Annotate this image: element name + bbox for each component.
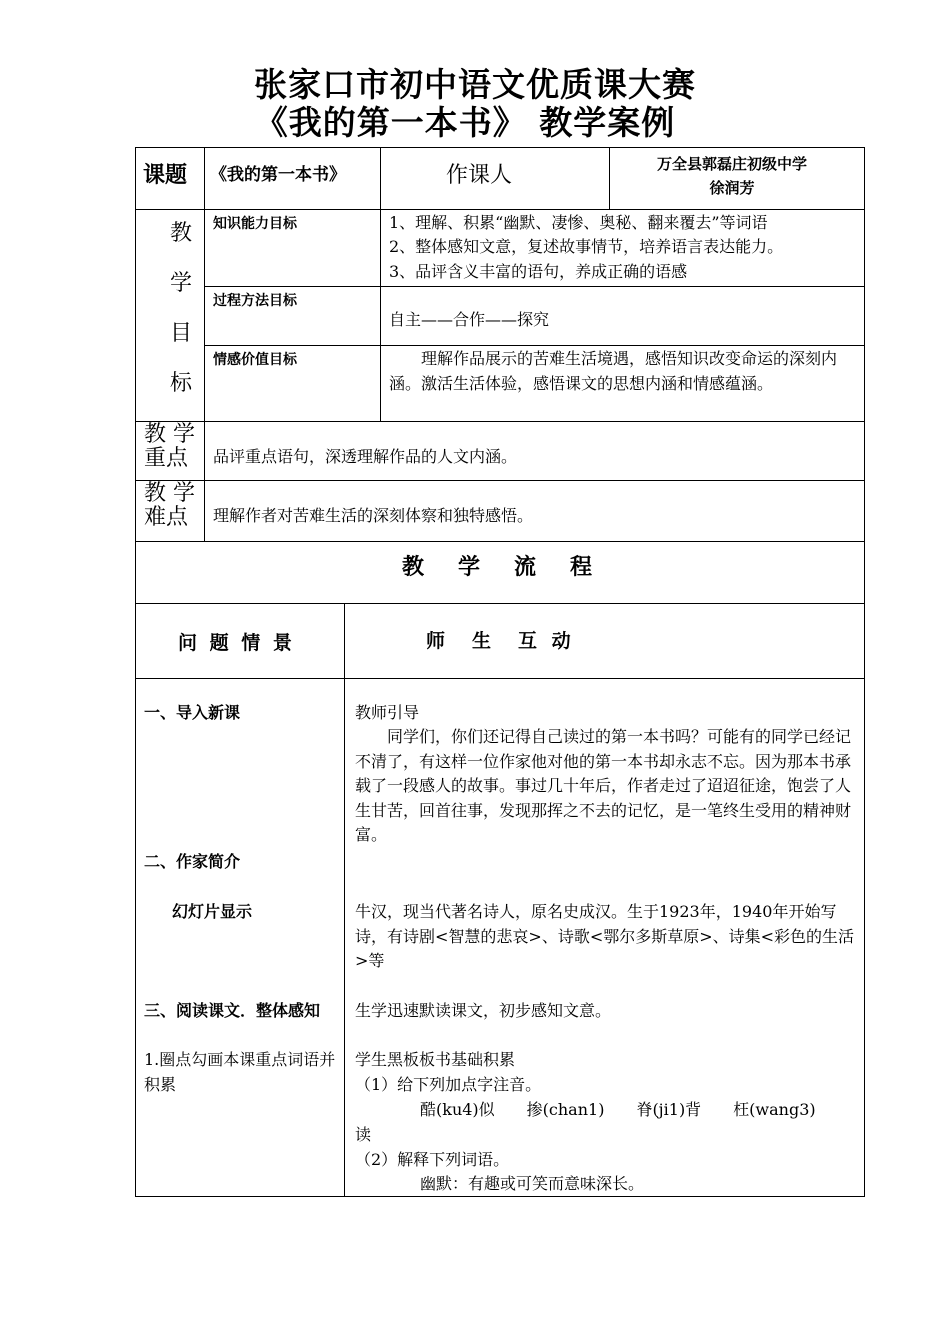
step3-title: 三、阅读课文．整体感知 [144, 1001, 321, 1020]
step3-q1-tail: 读 [355, 1125, 372, 1144]
step1-guide: 教师引导 [355, 703, 420, 722]
row-divider [135, 541, 865, 542]
topic-value: 《我的第一本书》 [210, 165, 346, 185]
step3-q1-items: 酷(ku4)似 掺(chan1) 脊(ji1)背 枉(wang3) [420, 1100, 816, 1119]
flow-title: 教 学 流 程 [401, 555, 598, 580]
knowledge-objective-label: 知识能力目标 [213, 216, 297, 232]
col-divider [380, 147, 381, 421]
step3-q2: （2）解释下列词语。 [355, 1150, 510, 1169]
teacher-name: 徐润芳 [709, 179, 755, 197]
step2-text: 牛汉，现当代著名诗人，原名史成汉。生于1923年，1940年开始写诗，有诗剧<智慧的悲哀>、诗歌<鄂尔多斯草原>、诗集<彩色的生活>等 [355, 902, 855, 970]
step3-sub: 1.圈点勾画本课重点词语并积累 [144, 1050, 336, 1094]
row-divider [135, 678, 865, 679]
table-border-right [864, 147, 865, 1197]
difficulty-text: 理解作者对苦难生活的深刻体察和独特感悟。 [213, 506, 534, 525]
process-objective-label: 过程方法目标 [213, 293, 297, 309]
knowledge-objective-line: 1、理解、积累“幽默、凄惨、奥秘、翻来覆去”等词语 [389, 213, 768, 232]
topic-label: 课题 [143, 163, 188, 188]
col-header-situation: 问 题 情 景 [178, 632, 295, 654]
table-border-top [135, 147, 865, 148]
key-point-label: 重点 [144, 446, 189, 471]
page-title-line2: 《我的第一本书》 教学案例 [254, 103, 676, 142]
step1-text: 同学们，你们还记得自己读过的第一本书吗？可能有的同学已经记不清了，有这样一位作家他对他的第一本书却永志不忘。因为那本书承载了一段感人的故事。事过几十年后，作者走过了迢迢征途，饱尝了人生甘苦，回首往事，发现那挥之不去的记忆，是一笔终生受用的精神财富。 [355, 727, 852, 844]
school-name: 万全县郭磊庄初级中学 [656, 155, 807, 173]
row-divider [135, 421, 865, 422]
page-title-line1: 张家口市初中语文优质课大赛 [254, 65, 696, 104]
row-divider [204, 286, 865, 287]
objectives-label-char: 教 [170, 221, 193, 246]
row-divider [135, 603, 865, 604]
objectives-label-char: 目 [170, 321, 193, 346]
emotion-objective-label: 情感价值目标 [213, 352, 297, 368]
row-divider [204, 345, 865, 346]
knowledge-objective-line: 3、品评含义丰富的语句，养成正确的语感 [389, 262, 688, 281]
key-point-text: 品评重点语句，深透理解作品的人文内涵。 [213, 447, 518, 466]
col-header-interaction: 师 生 互 动 [426, 630, 575, 652]
step3-q1: （1）给下列加点字注音。 [355, 1075, 542, 1094]
col-divider [609, 147, 610, 209]
table-border-left [135, 147, 136, 1197]
teacher-label: 作课人 [446, 163, 513, 188]
step2-title: 二、作家简介 [144, 852, 241, 871]
step2-slide: 幻灯片显示 [172, 902, 253, 921]
step3-board: 学生黑板板书基础积累 [355, 1050, 516, 1069]
process-objective-text: 自主——合作——探究 [389, 310, 550, 329]
step3-text: 生学迅速默读课文，初步感知文意。 [355, 1001, 612, 1020]
step3-q2-item: 幽默：有趣或可笑而意味深长。 [420, 1174, 645, 1193]
emotion-objective-text: 理解作品展示的苦难生活境遇，感悟知识改变命运的深刻内涵。激活生活体验，感悟课文的思想内涵和情感蕴涵。 [389, 349, 838, 393]
row-divider [135, 209, 865, 210]
key-point-label: 教 学 [144, 422, 195, 447]
col-divider [204, 147, 205, 541]
difficulty-label: 难点 [144, 505, 189, 530]
objectives-label-char: 学 [170, 271, 193, 296]
col-divider [344, 603, 345, 1197]
step1-title: 一、导入新课 [144, 703, 241, 722]
objectives-label-char: 标 [170, 371, 193, 396]
difficulty-label: 教 学 [144, 481, 195, 506]
knowledge-objective-line: 2、整体感知文意，复述故事情节，培养语言表达能力。 [389, 237, 784, 256]
row-divider [135, 480, 865, 481]
